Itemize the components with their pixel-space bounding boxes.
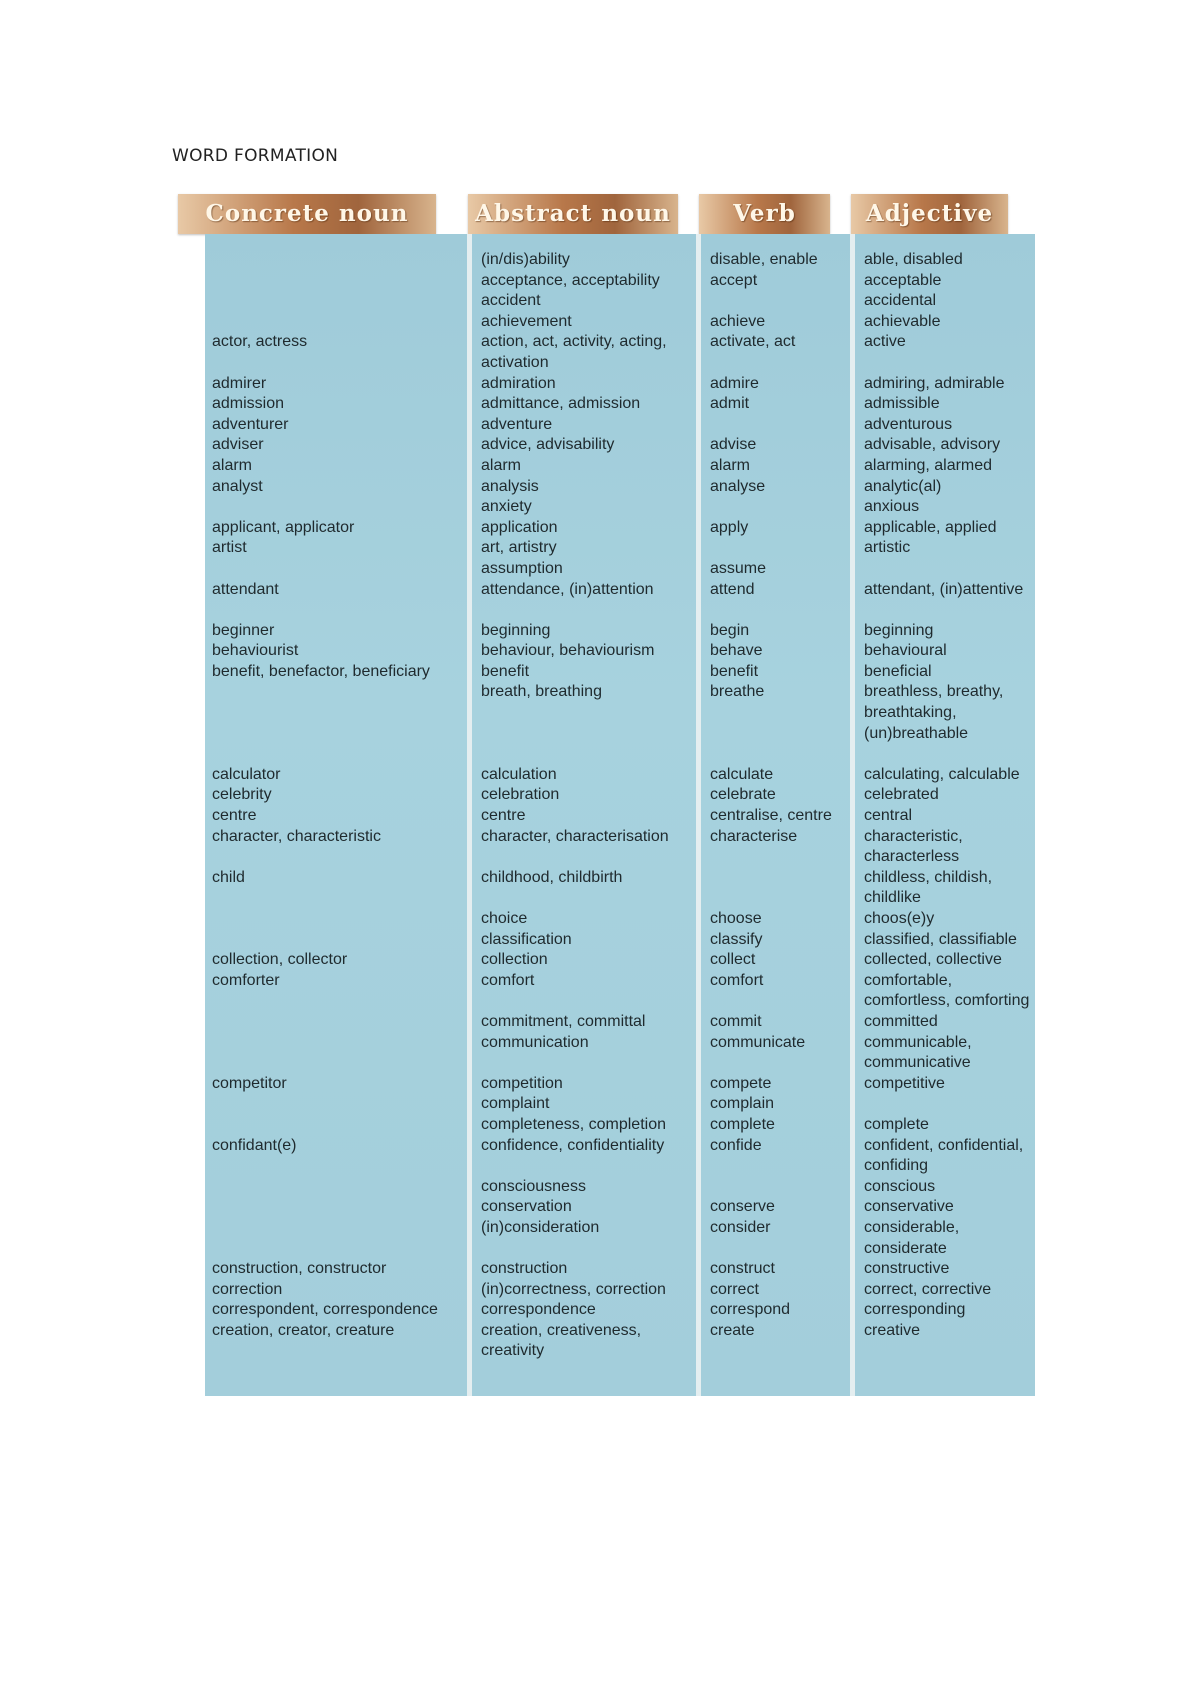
table-cell-line [212, 1341, 438, 1362]
table-cell-line: childlike [864, 889, 921, 907]
table-cell-line: communicable, [864, 1033, 972, 1051]
table-cell-line: breathe [710, 683, 765, 701]
table-cell-line: admire [710, 374, 759, 392]
table-cell-line: analyst [212, 477, 263, 495]
column-divider [850, 234, 855, 1396]
table-cell-line: consciousness [481, 1177, 586, 1195]
table-cell-line: conscious [864, 1177, 936, 1195]
table-cell-line: apply [710, 518, 749, 536]
table-cell-line [212, 1053, 438, 1074]
table-cell-line: confide [710, 1136, 762, 1154]
table-cell-line: considerate [864, 1239, 947, 1257]
table-cell-line: celebrated [864, 786, 939, 804]
table-cell-line: comfort [481, 971, 535, 989]
table-cell-line: communication [481, 1033, 589, 1051]
table-cell-line: competitor [212, 1074, 287, 1092]
table-cell-line [710, 1053, 832, 1074]
table-cell-line: behaviour, behaviourism [481, 642, 655, 660]
table-cell-line: admission [212, 395, 285, 413]
table-cell-line: able, disabled [864, 251, 963, 268]
table-cell-line: (un)breathable [864, 724, 969, 742]
table-cell-line: confident, confidential, [864, 1136, 1024, 1154]
table-cell-line [481, 888, 669, 909]
table-cell-line: comfortless, comforting [864, 992, 1030, 1010]
table-cell-line: creation, creator, creature [212, 1321, 395, 1339]
table-cell-line [212, 353, 438, 374]
table-cell-line: active [864, 333, 906, 351]
table-cell-line [212, 497, 438, 518]
table-cell-line: character, characteristic [212, 827, 381, 845]
table-cell-line: action, act, activity, acting, [481, 333, 667, 351]
table-cell-line: choos(e)y [864, 910, 935, 927]
table-cell-line: behavioural [864, 642, 947, 660]
table-cell-line: behave [710, 642, 763, 660]
table-cell-line: advise [710, 436, 757, 454]
table-cell-line: correct [710, 1280, 759, 1298]
table-cell-line [212, 312, 438, 333]
table-cell-line: attendant [212, 580, 279, 598]
table-cell-line: adviser [212, 436, 264, 454]
table-cell-line [212, 559, 438, 580]
table-cell-line: actor, actress [212, 333, 308, 351]
table-cell-line [212, 1239, 438, 1260]
table-cell-line: correspondent, correspondence [212, 1301, 438, 1319]
table-cell-line: assumption [481, 559, 563, 577]
table-cell-line [212, 930, 438, 951]
table-cell-line: calculate [710, 765, 774, 783]
table-cell-line [212, 600, 438, 621]
table-cell-line: creative [864, 1321, 921, 1339]
table-cell-line: centre [212, 807, 257, 825]
table-cell-line: admiration [481, 374, 556, 392]
table-cell-line: activation [481, 353, 549, 371]
table-cell-line: collected, collective [864, 951, 1002, 969]
table-cell-line: characteristic, [864, 827, 963, 845]
table-cell-line [710, 1177, 832, 1198]
table-cell-line: creativity [481, 1342, 545, 1360]
table-cell-line [212, 1094, 438, 1115]
table-cell-line: classification [481, 930, 572, 948]
table-cell-line: artist [212, 539, 247, 557]
concrete-noun-column [212, 250, 438, 1362]
table-cell-line: art, artistry [481, 539, 557, 557]
table-cell-line: begin [710, 621, 750, 639]
table-cell-line [864, 600, 1029, 621]
table-cell-line: beginning [481, 621, 551, 639]
table-cell-line: alarming, alarmed [864, 456, 993, 474]
header-abstract-noun: Abstract noun [468, 194, 678, 234]
table-cell-line: comfort [710, 971, 764, 989]
table-cell-line: attendance, (in)attention [481, 580, 654, 598]
table-cell-line [481, 1053, 669, 1074]
table-cell-line: construction, constructor [212, 1260, 387, 1278]
table-cell-line: accept [710, 271, 758, 289]
column-divider [696, 234, 701, 1396]
table-cell-line: beginner [212, 621, 275, 639]
table-cell-line: complain [710, 1095, 775, 1113]
table-cell-line [710, 353, 832, 374]
table-cell-line [710, 1239, 832, 1260]
table-cell-line: admittance, admission [481, 395, 641, 413]
table-cell-line: breathless, breathy, [864, 683, 1004, 701]
table-cell-line: advisable, advisory [864, 436, 1001, 454]
table-cell-line [212, 1156, 438, 1177]
table-cell-line [710, 497, 832, 518]
table-cell-line: benefit [481, 662, 530, 680]
table-cell-line [864, 559, 1029, 580]
table-cell-line: (in)consideration [481, 1218, 600, 1236]
table-cell-line [212, 1033, 438, 1054]
table-cell-line: choose [710, 910, 762, 927]
table-cell-line [864, 353, 1029, 374]
table-cell-line [710, 847, 832, 868]
table-cell-line: confidant(e) [212, 1136, 297, 1154]
table-cell-line: admiring, admirable [864, 374, 1005, 392]
table-cell-line: communicative [864, 1054, 971, 1072]
table-cell-line [864, 1094, 1029, 1115]
table-cell-line: complete [710, 1115, 775, 1133]
table-cell-line [710, 868, 832, 889]
table-cell-line: correspondence [481, 1301, 596, 1319]
table-cell-line: completeness, completion [481, 1115, 666, 1133]
table-cell-line: beneficial [864, 662, 932, 680]
table-cell-line: attendant, (in)attentive [864, 580, 1024, 598]
table-cell-line: consider [710, 1218, 771, 1236]
table-cell-line [481, 1239, 669, 1260]
table-cell-line: correspond [710, 1301, 791, 1319]
table-cell-line: complaint [481, 1095, 550, 1113]
table-cell-line: creation, creativeness, [481, 1321, 642, 1339]
table-cell-line: beginning [864, 621, 934, 639]
table-cell-line [212, 1177, 438, 1198]
table-cell-line: choice [481, 910, 528, 927]
header-verb: Verb [699, 194, 830, 234]
table-cell-line: analyse [710, 477, 766, 495]
table-cell-line [212, 1218, 438, 1239]
table-cell-line: calculator [212, 765, 281, 783]
table-cell-line: classify [710, 930, 763, 948]
table-cell-line: benefit, benefactor, beneficiary [212, 662, 430, 680]
table-cell-line [710, 744, 832, 765]
table-cell-line: commitment, committal [481, 1012, 646, 1030]
table-cell-line: alarm [710, 456, 751, 474]
table-cell-line [481, 1156, 669, 1177]
table-cell-line: centre [481, 807, 526, 825]
table-cell-line: comforter [212, 971, 280, 989]
table-cell-line: accident [481, 292, 541, 310]
table-cell-line: benefit [710, 662, 759, 680]
table-cell-line: behaviourist [212, 642, 299, 660]
table-cell-line [710, 291, 832, 312]
adjective-column [864, 250, 1029, 1362]
table-cell-line: achieve [710, 312, 766, 330]
table-cell-line: comfortable, [864, 971, 953, 989]
table-cell-line [212, 847, 438, 868]
table-header-row [178, 194, 1036, 234]
table-cell-line: childless, childish, [864, 868, 993, 886]
table-cell-line [212, 271, 438, 292]
table-cell-line: considerable, [864, 1218, 960, 1236]
table-cell-line [481, 847, 669, 868]
table-cell-line: character, characterisation [481, 827, 669, 845]
table-cell-line: celebrate [710, 786, 776, 804]
table-cell-line: admit [710, 395, 750, 413]
table-cell-line: attend [710, 580, 755, 598]
table-cell-line: construct [710, 1260, 775, 1278]
table-cell-line: artistic [864, 539, 911, 557]
table-cell-line: adventurous [864, 415, 953, 433]
abstract-noun-column [481, 250, 669, 1362]
table-cell-line: classified, classifiable [864, 930, 1017, 948]
table-cell-line: admissible [864, 395, 940, 413]
table-cell-line [710, 991, 832, 1012]
table-cell-line: correct, corrective [864, 1280, 992, 1298]
table-cell-line [212, 724, 438, 745]
table-cell-line: breath, breathing [481, 683, 602, 701]
table-cell-line [710, 1341, 832, 1362]
table-cell-line: application [481, 518, 558, 536]
table-cell-line: advice, advisability [481, 436, 615, 454]
table-cell-line [212, 991, 438, 1012]
table-cell-line [212, 909, 438, 930]
table-cell-line: analytic(al) [864, 477, 942, 495]
table-cell-line: (in)correctness, correction [481, 1280, 666, 1298]
word-formation-table [205, 234, 1035, 1396]
table-cell-line: acceptable [864, 271, 942, 289]
table-cell-line: anxious [864, 498, 920, 516]
table-cell-line: childhood, childbirth [481, 868, 623, 886]
table-cell-line: disable, enable [710, 251, 818, 268]
table-cell-line: constructive [864, 1260, 950, 1278]
table-cell-line: achievable [864, 312, 941, 330]
table-cell-line: commit [710, 1012, 762, 1030]
table-cell-line: competition [481, 1074, 563, 1092]
table-cell-line: activate, act [710, 333, 796, 351]
table-cell-line: acceptance, acceptability [481, 271, 660, 289]
table-cell-line: alarm [481, 456, 522, 474]
table-cell-line [710, 888, 832, 909]
table-cell-line: celebration [481, 786, 560, 804]
table-cell-line: accidental [864, 292, 937, 310]
table-cell-line [212, 1012, 438, 1033]
table-cell-line: competitive [864, 1074, 945, 1092]
header-concrete-noun: Concrete noun [178, 194, 436, 234]
table-cell-line: characterise [710, 827, 798, 845]
table-cell-line [481, 991, 669, 1012]
table-cell-line [481, 703, 669, 724]
table-cell-line [710, 600, 832, 621]
table-cell-line [481, 744, 669, 765]
table-cell-line [212, 250, 438, 271]
table-cell-line [481, 724, 669, 745]
table-cell-line: compete [710, 1074, 772, 1092]
table-cell-line: applicable, applied [864, 518, 997, 536]
table-cell-line [212, 1115, 438, 1136]
table-cell-line [481, 600, 669, 621]
table-cell-line: calculating, calculable [864, 765, 1020, 783]
table-cell-line: (in/dis)ability [481, 251, 570, 268]
table-cell-line [212, 703, 438, 724]
table-cell-line: admirer [212, 374, 267, 392]
table-cell-line [212, 682, 438, 703]
table-cell-line [710, 538, 832, 559]
table-cell-line [710, 724, 832, 745]
table-cell-line [212, 1197, 438, 1218]
table-cell-line: analysis [481, 477, 539, 495]
table-cell-line: celebrity [212, 786, 272, 804]
table-cell-line: confidence, confidentiality [481, 1136, 665, 1154]
table-cell-line: applicant, applicator [212, 518, 355, 536]
table-cell-line: alarm [212, 456, 253, 474]
table-cell-line: confiding [864, 1157, 929, 1175]
table-cell-line [212, 291, 438, 312]
table-cell-line: collect [710, 951, 756, 969]
table-cell-line: characterless [864, 848, 960, 866]
table-cell-line: correction [212, 1280, 283, 1298]
table-cell-line: adventurer [212, 415, 289, 433]
table-cell-line [710, 1156, 832, 1177]
table-cell-line: breathtaking, [864, 704, 957, 722]
table-cell-line: committed [864, 1012, 938, 1030]
table-cell-line [212, 888, 438, 909]
table-cell-line: adventure [481, 415, 553, 433]
table-cell-line: assume [710, 559, 767, 577]
table-cell-line: conservative [864, 1198, 954, 1216]
table-cell-line [212, 744, 438, 765]
table-cell-line: central [864, 807, 913, 825]
table-cell-line: complete [864, 1115, 929, 1133]
table-cell-line [710, 703, 832, 724]
table-cell-line: collection, collector [212, 951, 348, 969]
table-cell-line: conserve [710, 1198, 775, 1216]
table-cell-line: calculation [481, 765, 557, 783]
table-cell-line [864, 1341, 1029, 1362]
table-cell-line [864, 744, 1029, 765]
table-cell-line: corresponding [864, 1301, 966, 1319]
table-cell-line: centralise, centre [710, 807, 832, 825]
column-divider [467, 234, 472, 1396]
table-cell-line: construction [481, 1260, 568, 1278]
table-cell-line: create [710, 1321, 755, 1339]
header-adjective: Adjective [851, 194, 1008, 234]
table-cell-line: child [212, 868, 245, 886]
page-title: WORD FORMATION [172, 146, 339, 166]
table-cell-line: anxiety [481, 498, 532, 516]
table-cell-line: communicate [710, 1033, 806, 1051]
table-cell-line: conservation [481, 1198, 572, 1216]
verb-column [710, 250, 832, 1362]
table-cell-line [710, 415, 832, 436]
table-cell-line: collection [481, 951, 548, 969]
table-cell-line: achievement [481, 312, 572, 330]
